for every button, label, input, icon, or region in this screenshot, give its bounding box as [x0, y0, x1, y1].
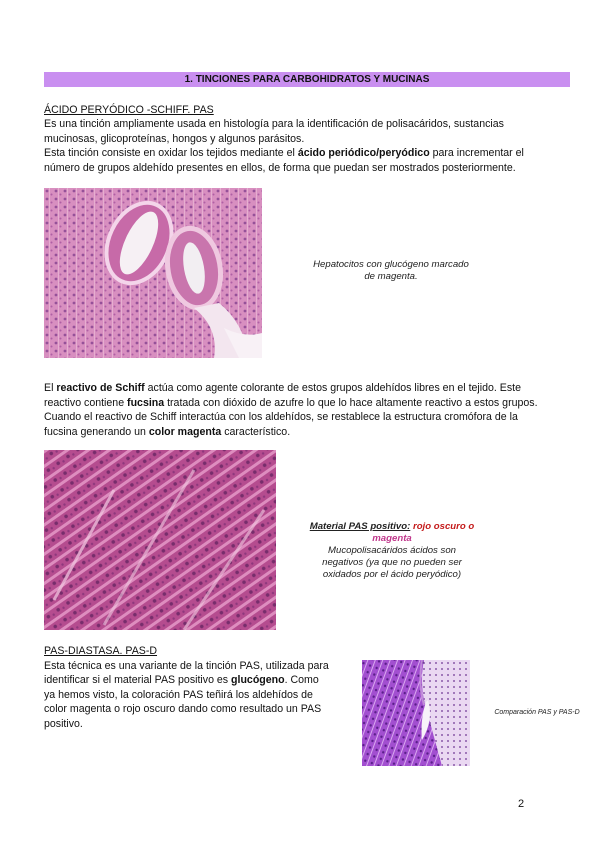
pas-paragraph-line: mucinosas, glicoproteínas, hongos y algunos parásitos.: [44, 132, 305, 145]
figure3-caption: Comparación PAS y PAS-D: [494, 709, 580, 716]
pasd-paragraph-line: positivo.: [44, 718, 83, 730]
figure2-caption: Material PAS positivo: rojo oscuro o magenta Mucopolisacáridos ácidos son negativos (ya que no pueden ser oxidados por el ácido peryódico): [309, 521, 475, 580]
pas-positive-histology-image: [44, 450, 276, 630]
schiff-paragraph-line: fucsina generando un color magenta característico.: [44, 425, 291, 438]
schiff-paragraph-line: reactivo contiene fucsina tratada con dióxido de azufre lo que lo hace altamente reactivo a estos grupos.: [44, 396, 538, 409]
section-title-banner: 1. TINCIONES PARA CARBOHIDRATOS Y MUCINAS: [44, 72, 570, 87]
figure1-caption: Hepatocitos con glucógeno marcado de magenta.: [313, 259, 469, 282]
pasd-paragraph-line: identificar si el material PAS positivo es glucógeno. Como: [44, 674, 319, 687]
liver-histology-image: [44, 188, 262, 358]
pas-paragraph-line: Es una tinción ampliamente usada en histología para la identificación de polisacáridos, sustancias: [44, 118, 504, 130]
pasd-paragraph-line: Esta técnica es una variante de la tinción PAS, utilizada para: [44, 659, 329, 672]
pas-paragraph-line: Esta tinción consiste en oxidar los tejidos mediante el ácido periódico/peryódico para incrementar el: [44, 147, 524, 160]
schiff-paragraph-line: El reactivo de Schiff actúa como agente colorante de estos grupos aldehídos libres en el tejido. Este: [44, 382, 522, 394]
pas-vs-pasd-histology-image: [362, 660, 470, 766]
pas-paragraph-line: número de grupos aldehído presentes en ellos, de forma que puedan ser mostrados posteriormente.: [44, 161, 516, 174]
pasd-heading: PAS-DIASTASA. PAS-D: [44, 645, 158, 657]
pasd-paragraph-line: color magenta o rojo oscuro dando como resultado un PAS: [44, 703, 322, 716]
page-number: 2: [518, 798, 525, 810]
pas-heading: ÁCIDO PERYÓDICO -SCHIFF. PAS: [44, 104, 214, 116]
schiff-paragraph-line: Cuando el reactivo de Schiff interactúa con los aldehídos, se restablece la estructura cromófora de la: [44, 411, 518, 424]
pasd-paragraph-line: ya hemos visto, la coloración PAS teñirá los aldehídos de: [44, 688, 313, 701]
